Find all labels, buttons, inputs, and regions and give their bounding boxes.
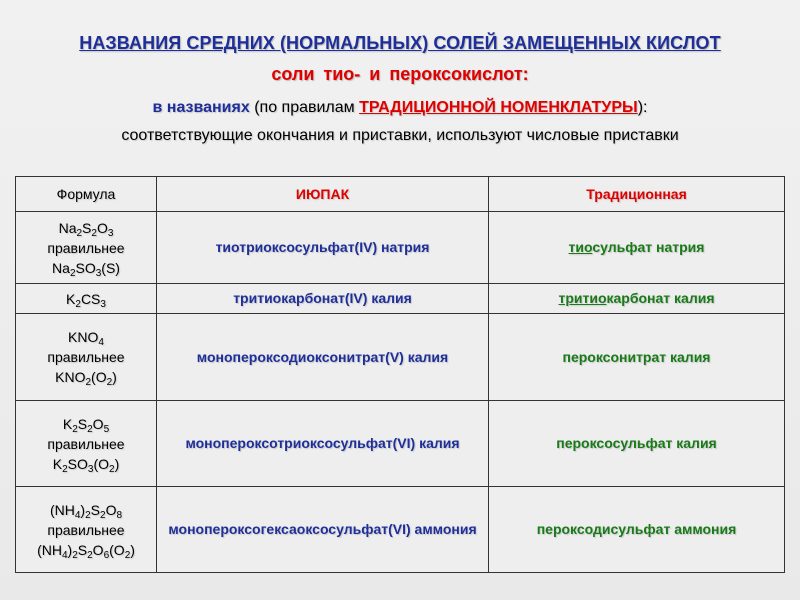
formula-part: )	[114, 455, 120, 472]
formula-part: (O	[93, 455, 110, 472]
trad-rest: пероксосульфат калия	[556, 435, 717, 451]
traditional-name-cell	[489, 212, 785, 284]
trad-rest: пероксонитрат калия	[562, 348, 711, 365]
formula-alt-label	[20, 238, 152, 258]
rule-prefix: в названиях	[152, 99, 250, 116]
formula-part: K	[52, 455, 63, 472]
formula-part: )	[80, 501, 86, 518]
formula-subscript: 2	[72, 423, 78, 435]
formula-part: правильнее	[47, 435, 125, 452]
traditional-name-cell	[489, 487, 785, 573]
iupac-name-cell: тиотриоксосульфат(IV) натрия	[157, 212, 489, 284]
formula-part: (NH	[49, 501, 75, 518]
formula-part: )	[112, 369, 117, 385]
formula-part: O	[96, 219, 108, 236]
formula-line	[20, 414, 152, 434]
formula-line	[20, 218, 152, 238]
formula-subscript: 2	[106, 377, 113, 388]
formula-part: (S)	[101, 259, 120, 276]
table-header-row	[16, 177, 785, 212]
formula-part: правильнее	[47, 349, 125, 365]
formula-part: )	[67, 541, 73, 558]
prefixes-note: соответствующие окончания и приставки, используют числовые приставки	[121, 127, 679, 144]
formula-subscript: 4	[98, 337, 104, 348]
formula-part: O	[92, 541, 104, 558]
formula-part: Na	[52, 259, 70, 276]
formula-part: (O	[91, 369, 107, 385]
formula-part: правильнее	[47, 239, 125, 256]
formula-part: KNO	[55, 369, 86, 385]
formula-part: SO	[75, 259, 96, 276]
iupac-name-cell: монопероксогексаоксосульфат(VI) аммония	[157, 487, 489, 573]
formula-subscript: 3	[87, 463, 94, 475]
formula-part: K	[66, 290, 76, 307]
formula-subscript: 2	[85, 377, 92, 388]
formula-part: правильнее	[47, 521, 125, 538]
formula-part: S	[77, 415, 88, 432]
formula-subscript: 4	[61, 549, 68, 561]
formula-subscript: 2	[69, 267, 76, 279]
formula-part: (NH	[37, 541, 62, 558]
salts-table	[15, 176, 785, 573]
formula-line	[20, 367, 152, 387]
formula-part: S	[90, 501, 100, 518]
formula-part: Na	[58, 219, 77, 236]
formula-alt-label	[20, 347, 152, 367]
formula-subscript: 2	[124, 549, 131, 561]
formula-cell	[16, 212, 157, 284]
rule-suffix: ):	[637, 99, 648, 116]
formula-line	[20, 540, 152, 560]
table-row	[16, 212, 785, 284]
table-body	[16, 212, 785, 573]
page-subtitle: соли тио- и пероксокислот:	[271, 64, 529, 84]
trad-prefix: тритио	[558, 290, 607, 306]
header-iupac: ИЮПАК	[157, 177, 489, 212]
formula-line	[20, 327, 152, 347]
formula-part: CS	[80, 290, 101, 307]
page-title: НАЗВАНИЯ СРЕДНИХ (НОРМАЛЬНЫХ) СОЛЕЙ ЗАМЕЩЕННЫХ КИСЛОТ	[79, 33, 721, 53]
formula-part: S	[82, 219, 92, 236]
table-row	[16, 284, 785, 314]
formula-subscript: 6	[103, 549, 110, 561]
trad-rest: сульфат натрия	[592, 239, 705, 255]
traditional-name-cell	[489, 401, 785, 487]
formula-subscript: 5	[103, 423, 110, 435]
formula-part: O	[105, 501, 117, 518]
formula-subscript: 2	[87, 549, 93, 561]
formula-subscript: 2	[100, 509, 106, 521]
header-formula: Формула	[16, 177, 157, 212]
formula-part: )	[130, 541, 135, 558]
iupac-name-cell: монопероксодиоксонитрат(V) калия	[157, 314, 489, 401]
iupac-name-cell: монопероксотриоксосульфат(VI) калия	[157, 401, 489, 487]
formula-line	[20, 258, 152, 278]
formula-subscript: 2	[62, 463, 68, 475]
nomenclature-rule	[0, 98, 800, 118]
formula-subscript: 2	[91, 227, 97, 239]
formula-part: (O	[109, 541, 125, 558]
formula-subscript: 2	[76, 227, 83, 239]
trad-rest: карбонат калия	[606, 290, 715, 306]
table-row	[16, 487, 785, 573]
formula-part: S	[77, 541, 88, 558]
iupac-name-cell: тритиокарбонат(IV) калия	[157, 284, 489, 314]
formula-subscript: 2	[72, 549, 78, 561]
table-row	[16, 401, 785, 487]
trad-prefix: тио	[568, 239, 593, 255]
formula-subscript: 2	[87, 423, 93, 435]
formula-subscript: 2	[85, 509, 91, 521]
formula-subscript: 3	[100, 298, 106, 310]
rule-middle: (по правилам	[249, 99, 360, 116]
formula-cell	[16, 401, 157, 487]
formula-subscript: 8	[116, 509, 123, 521]
rule-emphasis: ТРАДИЦИОННОЙ НОМЕНКЛАТУРЫ	[359, 99, 638, 116]
formula-subscript: 3	[95, 267, 102, 279]
formula-subscript: 2	[109, 463, 115, 475]
formula-subscript: 2	[75, 298, 81, 310]
table-row	[16, 314, 785, 401]
formula-subscript: 4	[74, 509, 81, 521]
formula-alt-label	[20, 520, 152, 540]
formula-part: SO	[67, 455, 88, 472]
formula-cell	[16, 487, 157, 573]
formula-line	[20, 289, 152, 309]
formula-line	[20, 500, 152, 520]
header	[0, 30, 800, 146]
formula-alt-label	[20, 434, 152, 454]
formula-line	[20, 454, 152, 474]
header-traditional: Традиционная	[489, 177, 785, 212]
formula-subscript: 3	[107, 227, 114, 239]
traditional-name-cell	[489, 284, 785, 314]
formula-part: KNO	[68, 329, 99, 345]
formula-cell	[16, 314, 157, 401]
trad-rest: пероксодисульфат аммония	[536, 521, 737, 537]
formula-part: O	[92, 415, 104, 432]
traditional-name-cell	[489, 314, 785, 401]
formula-cell	[16, 284, 157, 314]
formula-part: K	[62, 415, 73, 432]
